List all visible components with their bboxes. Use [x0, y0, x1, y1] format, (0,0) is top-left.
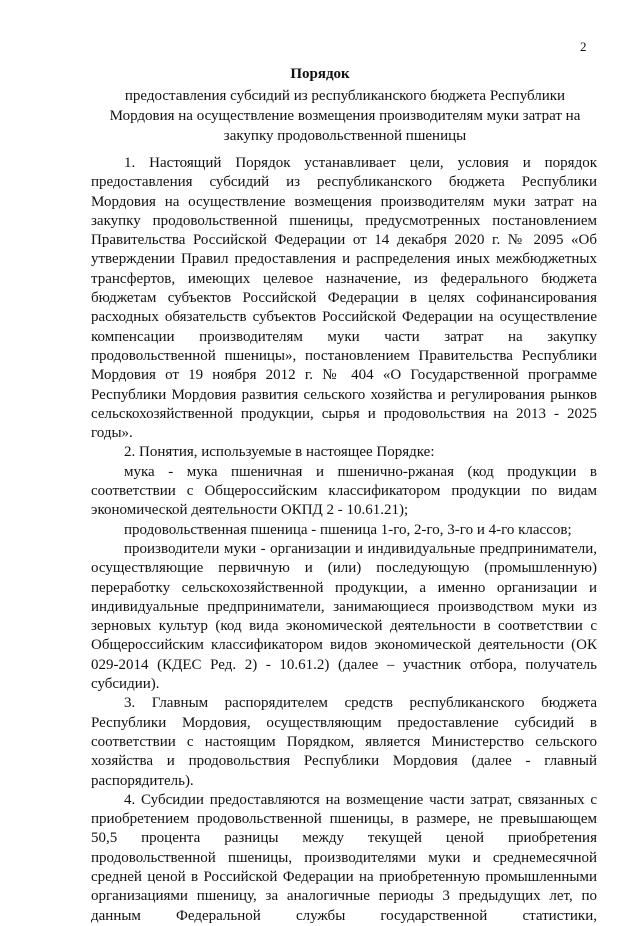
document-subtitle: предоставления субсидий из республиканского бюджета Республики Мордовия на осуществление возмещения производителям муки затрат на закупку продовольственной пшеницы	[109, 88, 581, 144]
paragraph-1: 1. Настоящий Порядок устанавливает цели, условия и порядок предоставления субсидий из республиканского бюджета Республики Мордовия на осуществление возмещения производителям муки затрат на закупку продовольственной пшеницы, предусмотренных постановлением Правительства Российской Федерации от 14 декабря 2020 г. № 2095 «Об утверждении Правил предоставления и распределения иных межбюджетных трансфертов, имеющих целевое назначение, из федерального бюджета бюджетам субъектов Российской Федерации в целях софинансирования расходных обязательств субъектов Российской Федерации на осуществление компенсации производителям муки части затрат на закупку продовольственной пшеницы», постановлением Правительства Республики Мордовия от 19 ноября 2012 г. № 404 «О Государственной программе Республики Мордовия развития сельского хозяйства и регулирования рынков сельскохозяйственной продукции, сырья и продовольствия на 2013 - 2025 годы».	[91, 155, 597, 442]
document-body	[91, 154, 597, 926]
paragraph-2: 2. Понятия, используемые в настоящее Порядке:	[124, 444, 435, 461]
page-number: 2	[580, 39, 587, 54]
document-title: Порядок	[290, 66, 350, 82]
paragraph-definition-wheat: продовольственная пшеница - пшеница 1-го, 2-го, 3-го и 4-го классов;	[124, 521, 572, 538]
paragraph-definition-flour: мука - мука пшеничная и пшенично-ржаная (код продукции в соответствии с Общероссийским классификатором продукции по видам экономической деятельности ОКПД 2 - 10.61.21);	[91, 463, 597, 519]
paragraph-definition-producers: производители муки - организации и индивидуальные предприниматели, осуществляющие первичную и (или) последующую (промышленную) переработку сельскохозяйственной продукции, а именно организации и индивидуальные предприниматели, занимающиеся производством муки из зерновых культур (код вида экономической деятельности в соответствии с Общероссийским классификатором видов экономической деятельности (ОК 029-2014 (КДЕС Ред. 2) - 10.61.2) (далее – участник отбора, получатель субсидии).	[91, 540, 597, 693]
paragraph-3: 3. Главным распорядителем средств республиканского бюджета Республики Мордовия, осуществляющим предоставление субсидий в соответствии с настоящим Порядком, является Министерство сельского хозяйства и продовольствия Республики Мордовия (далее - главный распорядитель).	[91, 695, 597, 789]
paragraph-4: 4. Субсидии предоставляются на возмещение части затрат, связанных с приобретением продовольственной пшеницы, в размере, не превышающем 50,5 процента разницы между текущей ценой приобретения продовольственной пшеницы, производителями муки и среднемесячной средней ценой в Российской Федерации на приобретенную промышленными организациями пшеницу, за аналогичные периоды 3 предыдущих лет, по данным Федеральной службы государственной статистики,	[91, 791, 597, 924]
